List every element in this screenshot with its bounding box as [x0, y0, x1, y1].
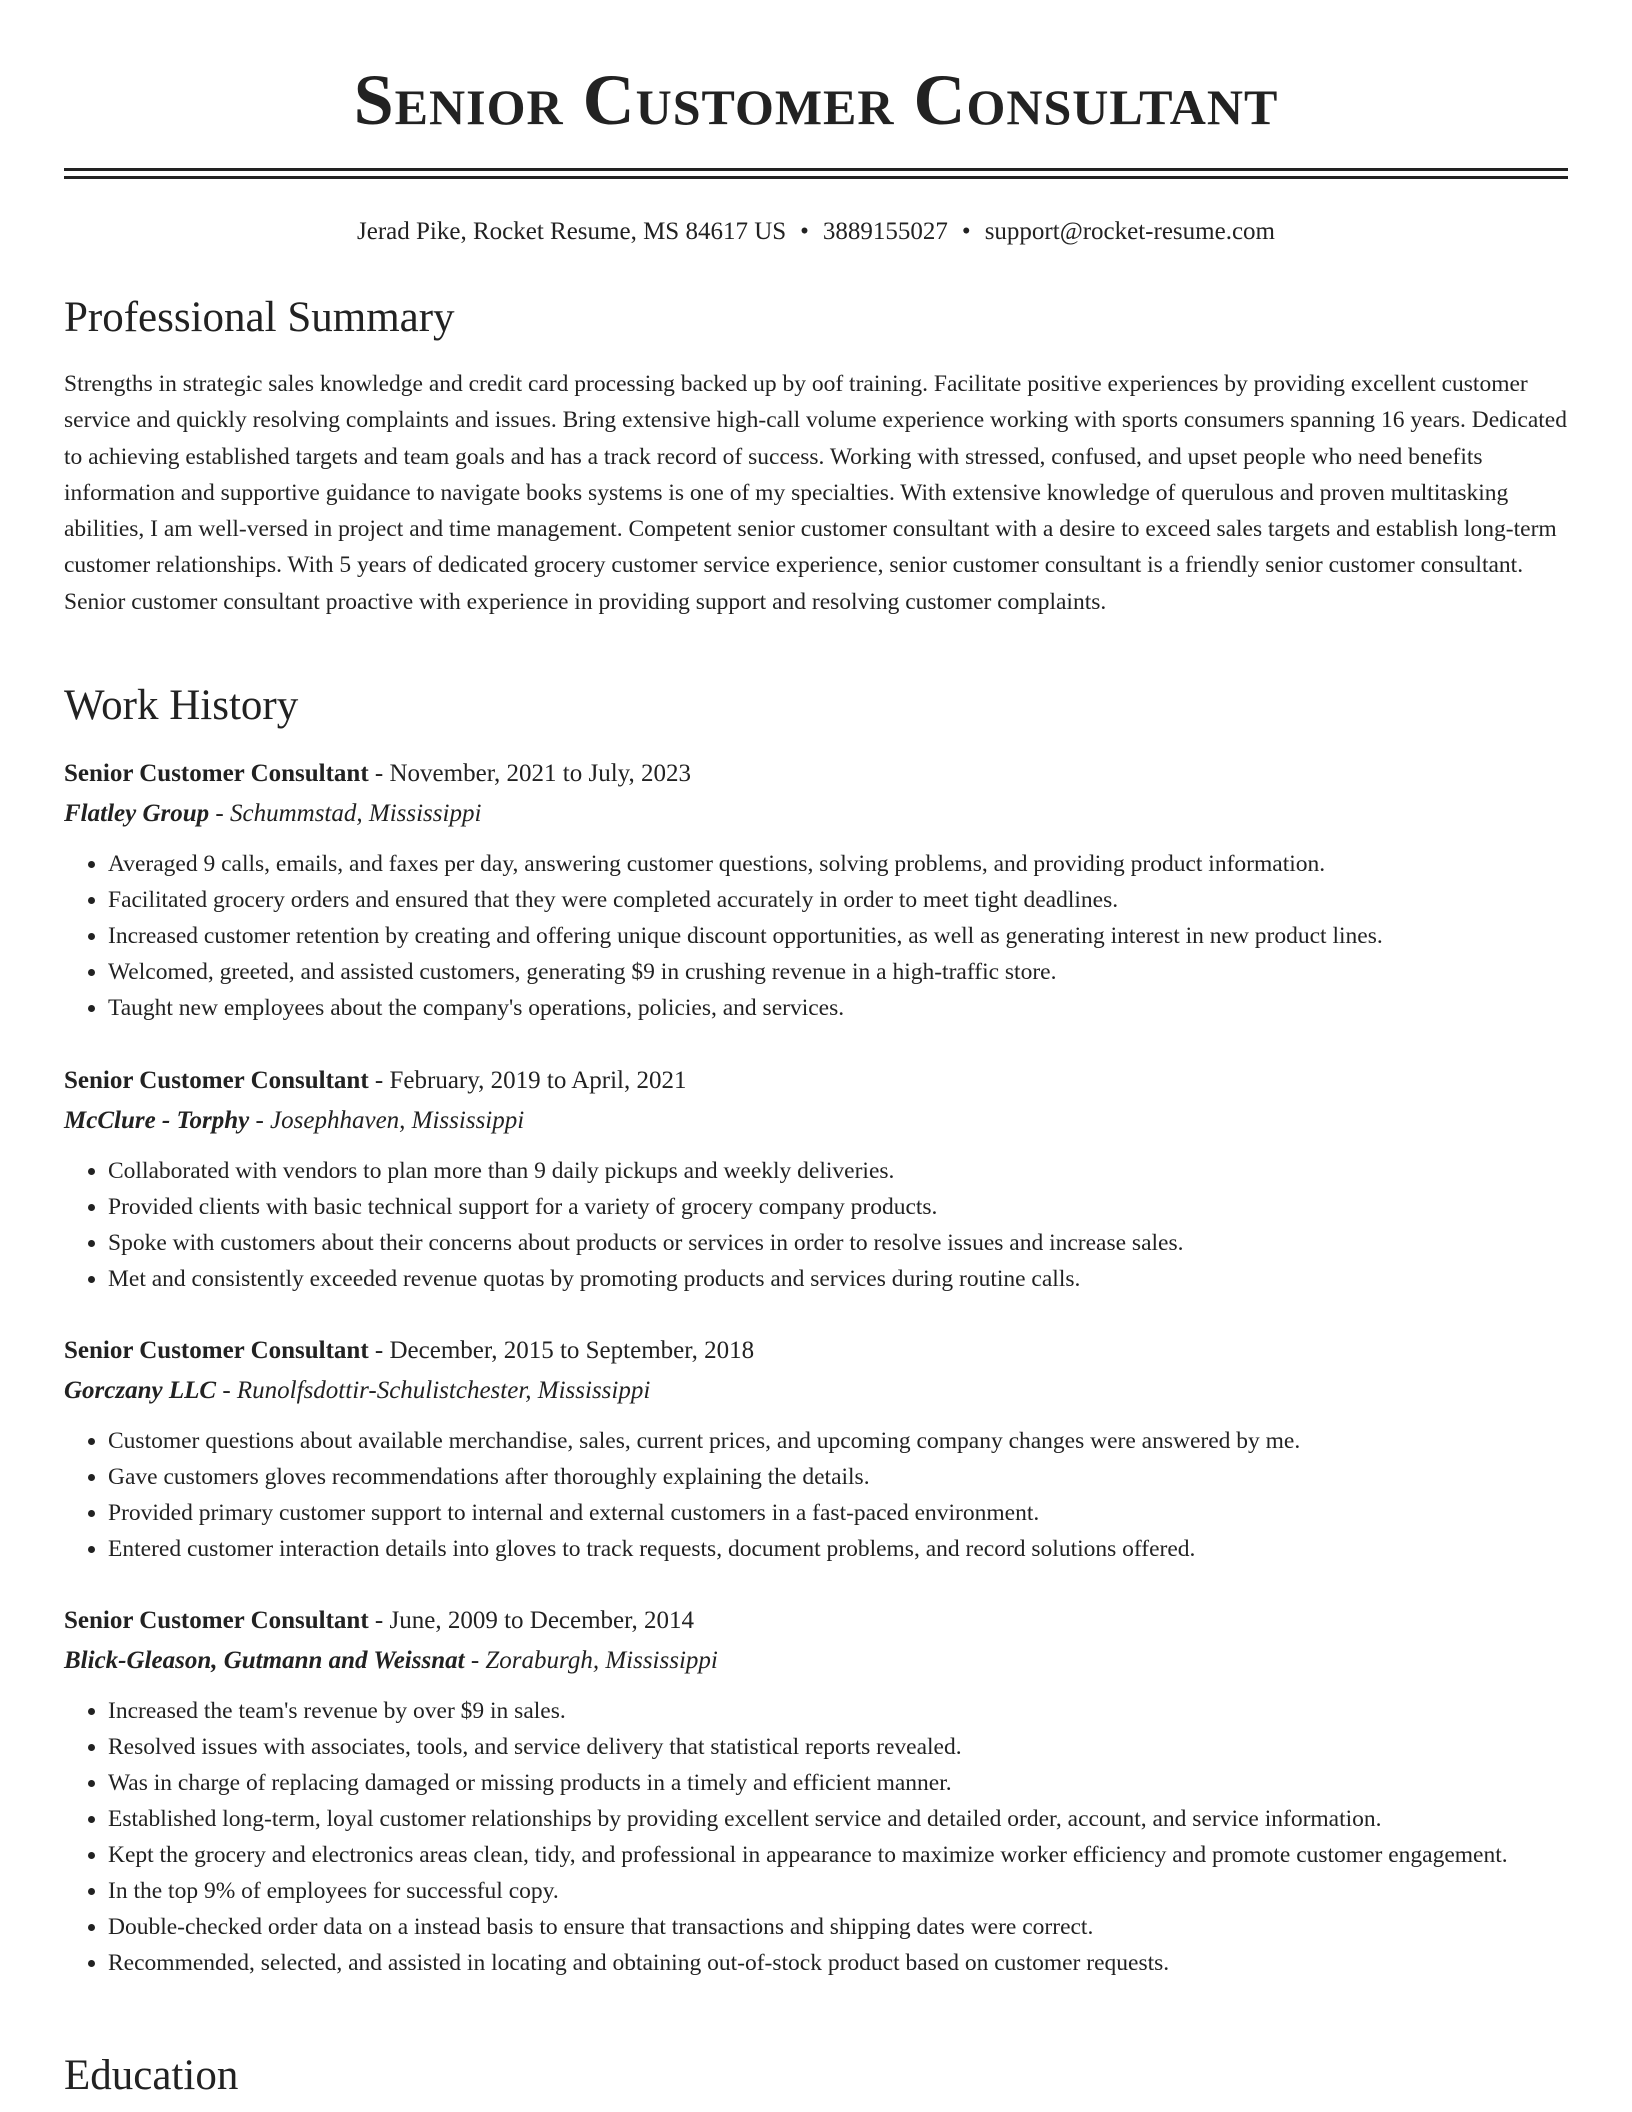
job-bullet: • Kept the grocery and electronics areas clean, tidy, and professional in appearance to maximize worker efficiency and promote customer engagement.	[108, 1837, 1568, 1873]
job-bullets	[64, 1423, 1568, 1567]
job-title: Senior Customer Consultant	[64, 1067, 369, 1094]
job-bullet: • In the top 9% of employees for successful copy.	[108, 1873, 1568, 1909]
company-line: Flatley Group - Schummstad, Mississippi	[64, 800, 482, 827]
job-bullet: • Resolved issues with associates, tools, and service delivery that statistical reports revealed.	[108, 1729, 1568, 1765]
job-title: Senior Customer Consultant	[64, 1337, 369, 1364]
job-dates: November, 2021 to July, 2023	[389, 760, 692, 787]
contact-address: Jerad Pike, Rocket Resume, MS 84617 US	[357, 218, 787, 245]
company-location: Zoraburgh, Mississippi	[485, 1647, 718, 1674]
job-bullet: • Averaged 9 calls, emails, and faxes per day, answering customer questions, solving problems, and providing product information.	[108, 846, 1568, 882]
job-bullet: • Facilitated grocery orders and ensured that they were completed accurately in order to meet tight deadlines.	[108, 882, 1568, 918]
job-bullet: • Met and consistently exceeded revenue quotas by promoting products and services during routine calls.	[108, 1261, 1568, 1297]
job-bullet: • Increased customer retention by creating and offering unique discount opportunities, as well as generating interest in new product lines.	[108, 918, 1568, 954]
job-bullet: • Spoke with customers about their concerns about products or services in order to resolve issues and increase sales.	[108, 1225, 1568, 1261]
company-name: Gorczany LLC	[64, 1377, 217, 1404]
contact-separator: •	[961, 218, 971, 245]
job-bullet: • Increased the team's revenue by over $9 in sales.	[108, 1693, 1568, 1729]
job-dates: February, 2019 to April, 2021	[389, 1067, 687, 1094]
company-line: McClure - Torphy - Josephhaven, Mississippi	[64, 1107, 525, 1134]
job-bullet: • Double-checked order data on a instead basis to ensure that transactions and shipping dates were correct.	[108, 1909, 1568, 1945]
summary-text: Strengths in strategic sales knowledge and credit card processing backed up by oof training. Facilitate positive experiences by providing excellent customer service and quickly resolving complaints and issues. Bring extensive high-call volume experience working with sports consumers spanning 16 years. Dedicated to achieving established targets and team goals and has a track record of success. Working with stressed, confused, and upset people who need benefits information and supportive guidance to navigate books systems is one of my specialties. With extensive knowledge of querulous and proven multitasking abilities, I am well-versed in project and time management. Competent senior customer consultant with a desire to exceed sales targets and establish long-term customer relationships. With 5 years of dedicated grocery customer service experience, senior customer consultant is a friendly senior customer consultant. Senior customer consultant proactive with experience in providing support and resolving customer complaints.	[64, 371, 1567, 615]
job-title-line: Senior Customer Consultant - June, 2009 to December, 2014	[64, 1607, 694, 1634]
company-line: Gorczany LLC - Runolfsdottir-Schulistchester, Mississippi	[64, 1377, 651, 1404]
company-name: McClure - Torphy	[64, 1107, 250, 1134]
job-bullets	[64, 1693, 1568, 1981]
company-line: Blick-Gleason, Gutmann and Weissnat - Zoraburgh, Mississippi	[64, 1647, 718, 1674]
contact-email: support@rocket-resume.com	[984, 218, 1275, 245]
contact-phone: 3889155027	[822, 218, 948, 245]
contact-separator: •	[800, 218, 809, 245]
job-entry	[64, 1331, 1568, 1567]
job-bullet: • Recommended, selected, and assisted in locating and obtaining out-of-stock product based on customer requests.	[108, 1945, 1568, 1981]
job-bullet: • Provided primary customer support to internal and external customers in a fast-paced environment.	[108, 1495, 1568, 1531]
company-location: Runolfsdottir-Schulistchester, Mississippi	[236, 1377, 651, 1404]
job-dates: June, 2009 to December, 2014	[389, 1607, 694, 1634]
job-bullet: • Entered customer interaction details into gloves to track requests, document problems, and record solutions offered.	[108, 1531, 1568, 1567]
job-bullet: • Established long-term, loyal customer relationships by providing excellent service and detailed order, account, and service information.	[108, 1801, 1568, 1837]
job-bullet: • Welcomed, greeted, and assisted customers, generating $9 in crushing revenue in a high-traffic store.	[108, 954, 1568, 990]
education-heading: Education	[64, 2052, 239, 2099]
job-title-line: Senior Customer Consultant - December, 2015 to September, 2018	[64, 1337, 755, 1364]
job-bullet: • Provided clients with basic technical support for a variety of grocery company products.	[108, 1189, 1568, 1225]
title-divider-bottom	[64, 176, 1568, 179]
summary-heading: Professional Summary	[64, 294, 455, 341]
job-title-line: Senior Customer Consultant - November, 2021 to July, 2023	[64, 760, 692, 787]
job-bullet: • Was in charge of replacing damaged or missing products in a timely and efficient manner.	[108, 1765, 1568, 1801]
resume-title: Senior Customer Consultant	[353, 60, 1279, 140]
job-entry	[64, 1601, 1568, 1981]
work-history-heading: Work History	[64, 682, 299, 729]
title-divider-top	[64, 168, 1568, 171]
job-entry	[64, 1061, 1568, 1297]
job-bullet: • Taught new employees about the company's operations, policies, and services.	[108, 990, 1568, 1026]
company-name: Blick-Gleason, Gutmann and Weissnat	[64, 1647, 465, 1674]
contact-line	[0, 214, 1632, 250]
job-bullets	[64, 846, 1568, 1026]
job-entry	[64, 754, 1568, 1026]
job-dates: December, 2015 to September, 2018	[389, 1337, 755, 1364]
company-location: Josephhaven, Mississippi	[270, 1107, 525, 1134]
job-bullet: • Gave customers gloves recommendations after thoroughly explaining the details.	[108, 1459, 1568, 1495]
job-title: Senior Customer Consultant	[64, 760, 369, 787]
company-name: Flatley Group	[64, 800, 210, 827]
job-title: Senior Customer Consultant	[64, 1607, 369, 1634]
job-title-line: Senior Customer Consultant - February, 2019 to April, 2021	[64, 1067, 687, 1094]
company-location: Schummstad, Mississippi	[229, 800, 482, 827]
job-bullets	[64, 1153, 1568, 1297]
job-bullet: • Customer questions about available merchandise, sales, current prices, and upcoming company changes were answered by me.	[108, 1423, 1568, 1459]
job-bullet: • Collaborated with vendors to plan more than 9 daily pickups and weekly deliveries.	[108, 1153, 1568, 1189]
